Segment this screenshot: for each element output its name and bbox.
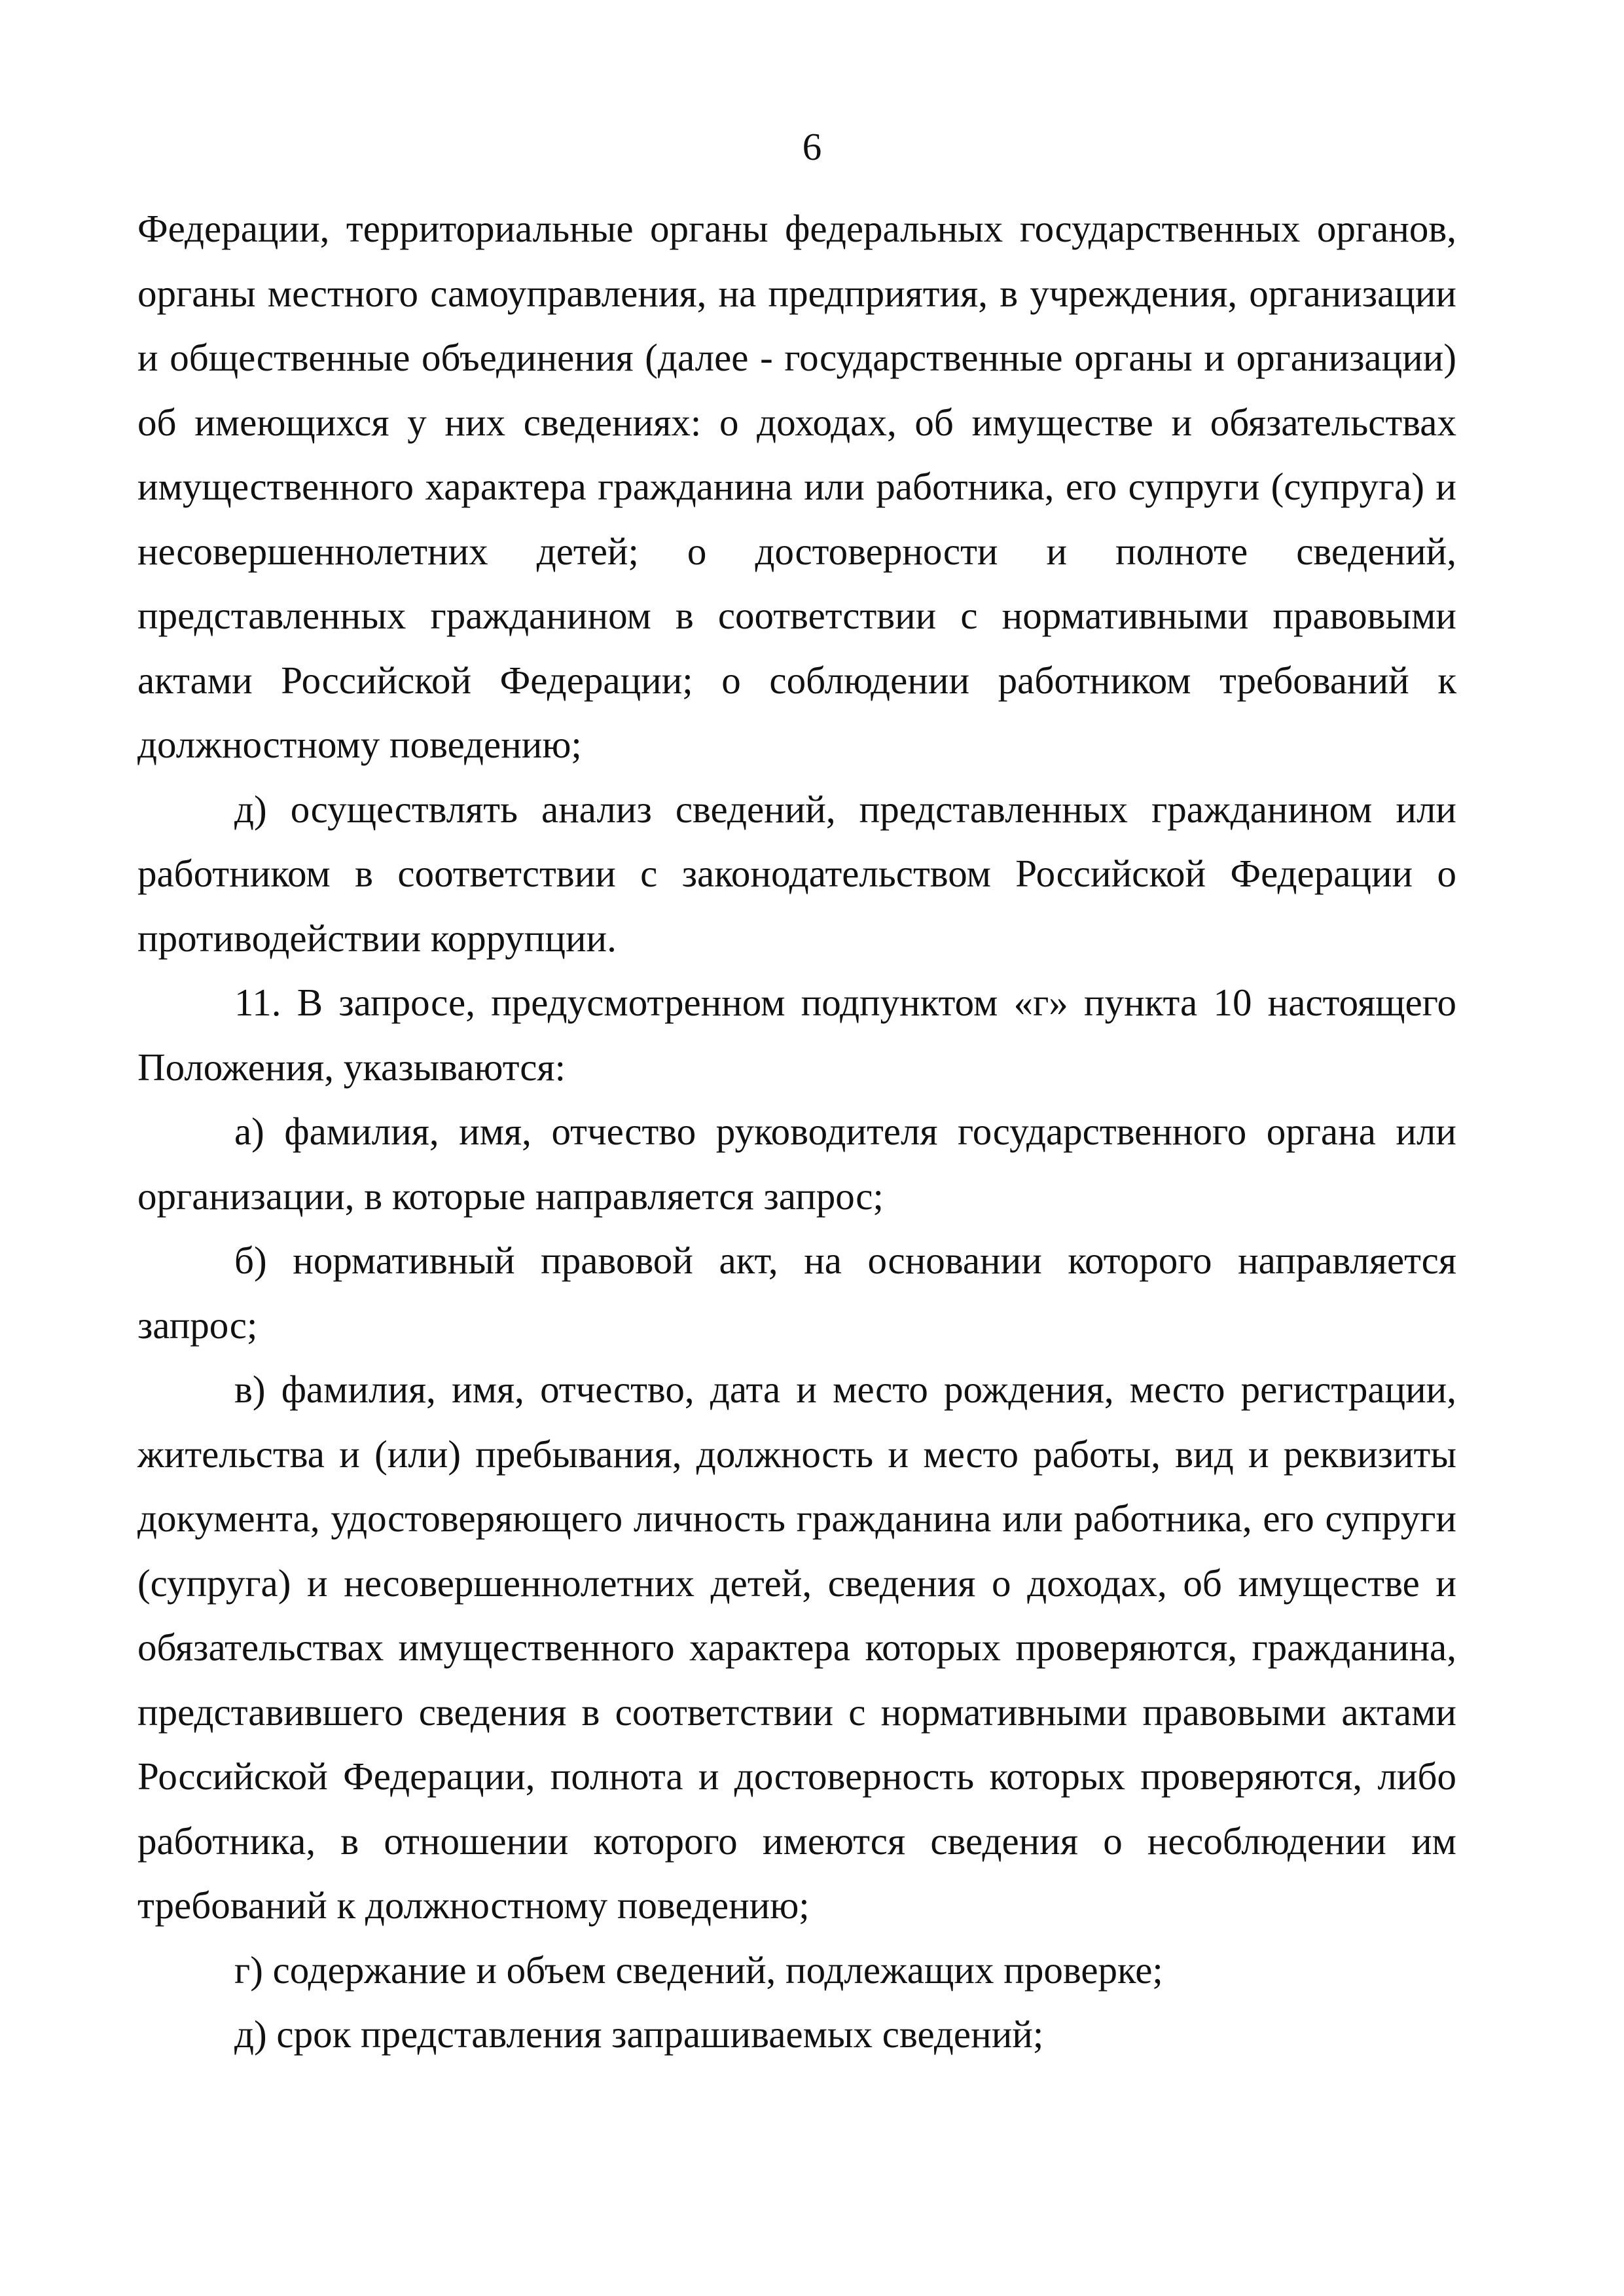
paragraph-item-b: б) нормативный правовой акт, на основании которого направляется запрос; [137, 1239, 1456, 1347]
document-body [137, 196, 1456, 2067]
paragraph-item-a: а) фамилия, имя, отчество руководителя государственного органа или организации, в которые направляется запрос; [137, 1110, 1456, 1218]
page-number: 6 [802, 125, 822, 168]
paragraph-item-g: г) содержание и объем сведений, подлежащих проверке; [234, 1948, 1163, 1992]
paragraph-continuation: Федерации, территориальные органы федеральных государственных органов, органы местного самоуправления, на предприятия, в учреждения, организации и общественные объединения (далее - государственные органы и организации) об имеющихся у них сведениях: о доходах, об имуществе и обязательствах имущественного характера гражданина или работника, его супруги (супруга) и несовершеннолетних детей; о достоверности и полноте сведений, представленных гражданином в соответствии с нормативными правовыми актами Российской Федерации; о соблюдении работником требований к должностному поведению; [137, 207, 1456, 766]
paragraph-item-d-analysis: д) осуществлять анализ сведений, представленных гражданином или работником в соответствии с законодательством Российской Федерации о противодействии коррупции. [137, 787, 1456, 960]
paragraph-item-d: д) срок представления запрашиваемых сведений; [234, 2013, 1044, 2056]
paragraph-section-11: 11. В запросе, предусмотренном подпунктом «г» пункта 10 настоящего Положения, указываются: [137, 981, 1456, 1089]
paragraph-item-v: в) фамилия, имя, отчество, дата и место рождения, место регистрации, жительства и (или) пребывания, должность и место работы, вид и реквизиты документа, удостоверяющего личность гражданина или работника, его супруги (супруга) и несовершеннолетних детей, сведения о доходах, об имуществе и обязательствах имущественного характера которых проверяются, гражданина, представившего сведения в соответствии с нормативными правовыми актами Российской Федерации, полнота и достоверность которых проверяются, либо работника, в отношении которого имеются сведения о несоблюдении им требований к должностному поведению; [137, 1368, 1456, 1927]
